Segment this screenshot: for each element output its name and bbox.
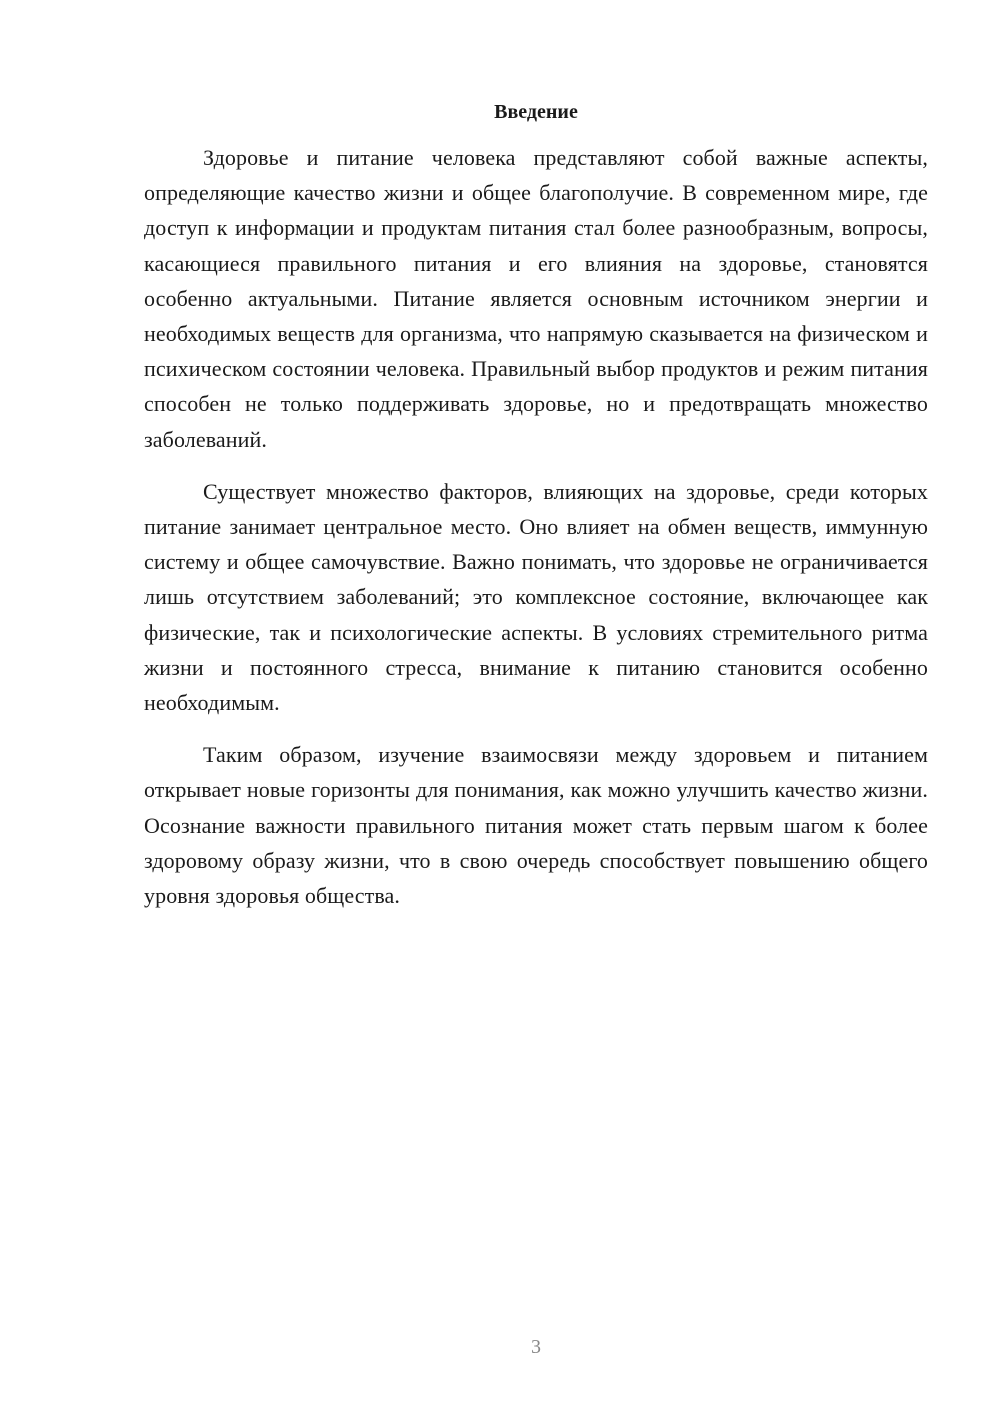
section-heading: Введение: [494, 101, 578, 123]
body-text: [144, 140, 928, 930]
paragraph-3: Таким образом, изучение взаимосвязи между здоровьем и питанием открывает новые горизонты для понимания, как можно улучшить качество жизни. Осознание важности правильного питания может стать первым шагом к более здоровому образу жизни, что в свою очередь способствует повышению общего уровня здоровья общества.: [144, 742, 928, 909]
page-number: 3: [531, 1336, 541, 1358]
paragraph-1: Здоровье и питание человека представляют собой важные аспекты, определяющие качество жизни и общее благополучие. В современном мире, где доступ к информации и продуктам питания стал более разнообразным, вопросы, касающиеся правильного питания и его влияния на здоровье, становятся особенно актуальными. Питание является основным источником энергии и необходимых веществ для организма, что напрямую сказывается на физическом и психическом состоянии человека. Правильный выбор продуктов и режим питания способен не только поддерживать здоровье, но и предотвращать множество заболеваний.: [144, 145, 928, 452]
paragraph-2: Существует множество факторов, влияющих на здоровье, среди которых питание занимает центральное место. Оно влияет на обмен веществ, иммунную систему и общее самочувствие. Важно понимать, что здоровье не ограничивается лишь отсутствием заболеваний; это комплексное состояние, включающее как физические, так и психологические аспекты. В условиях стремительного ритма жизни и постоянного стресса, внимание к питанию становится особенно необходимым.: [144, 478, 928, 716]
